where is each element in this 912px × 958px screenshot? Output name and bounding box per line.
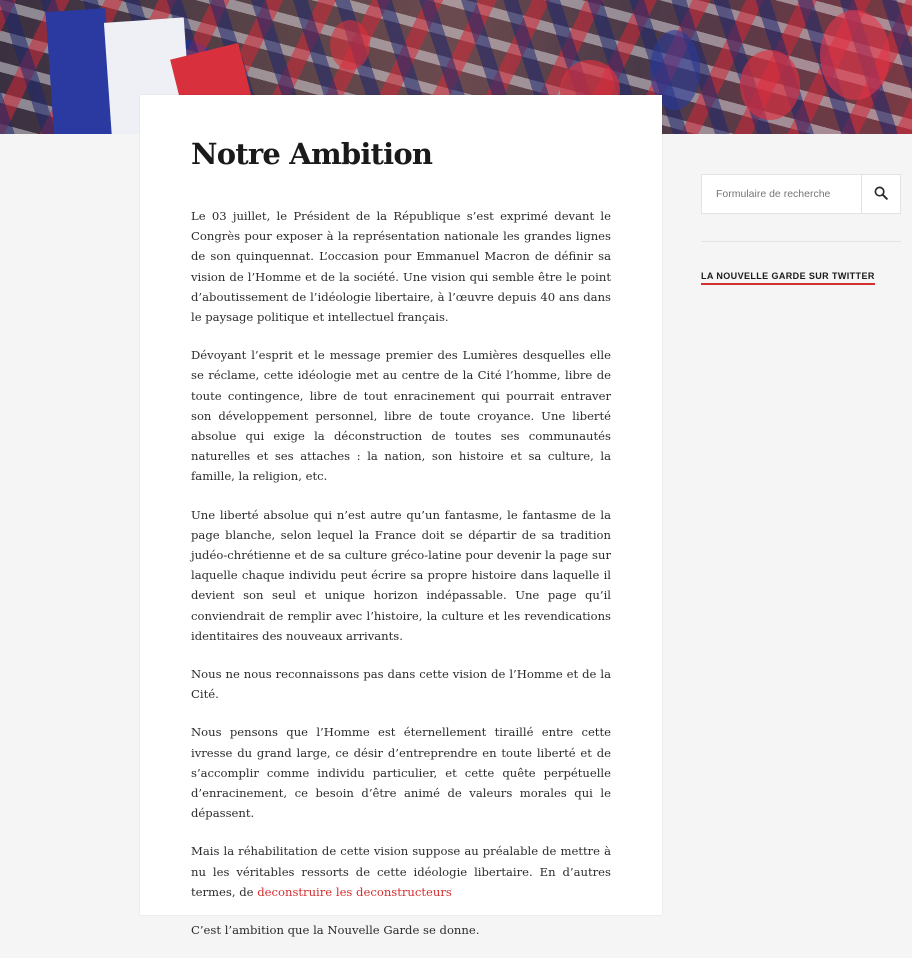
paragraph-text: Mais la réhabilitation de cette vision suppose au préalable de mettre à nu les véritables ressorts de cette idéologie libertaire. En d’autres termes, de [191, 844, 611, 899]
paragraph: Dévoyant l’esprit et le message premier des Lumières desquelles elle se réclame, cette idéologie met au centre de la Cité l’homme, libre de toute contingence, libre de tout enracinement qui pourrait entraver son développement personnel, libre de toute croyance. Une liberté absolue qui exige la déconstruction de toutes ses communautés naturelles et ses attaches : la nation, son histoire et sa culture, la famille, la religion, etc. [191, 348, 611, 484]
flag-decoration [330, 20, 370, 70]
paragraph: C’est l’ambition que la Nouvelle Garde se donne. [191, 923, 480, 938]
sidebar [701, 174, 901, 285]
paragraph: Le 03 juillet, le Président de la République s’est exprimé devant le Congrès pour exposer à la représentation nationale les grandes lignes de son quinquennat. L’occasion pour Emmanuel Macron de définir sa vision de l’Homme et de la société. Une vision qui semble être le point d’aboutissement de l’idéologie libertaire, à l’œuvre depuis 40 ans dans le paysage politique et intellectuel français. [191, 209, 611, 325]
twitter-widget-title: LA NOUVELLE GARDE SUR TWITTER [701, 271, 875, 285]
paragraph: Une liberté absolue qui n’est autre qu’un fantasme, le fantasme de la page blanche, selon lequel la France doit se départir de sa tradition judéo-chrétienne et de sa culture gréco-latine pour devenir la page sur laquelle chaque individu peut écrire sa propre histoire dans laquelle il devient son seul et unique horizon indépassable. Une page qu’il conviendrait de remplir avec l’histoire, la culture et les revendications identitaires des nouveaux arrivants. [191, 507, 611, 643]
paragraph: Nous ne nous reconnaissons pas dans cette vision de l’Homme et de la Cité. [191, 667, 611, 702]
paragraph [191, 841, 611, 902]
flag-decoration [740, 50, 800, 120]
paragraph: Nous pensons que l’Homme est éternellement tiraillé entre cette ivresse du grand large, ce désir d’entreprendre en toute liberté et de s’accomplir comme individu particulier, et cette quête perpétuelle d’enracinement, ce besoin d’être animé de valeurs morales qui le dépassent. [191, 725, 611, 821]
article-card [140, 95, 662, 938]
deconstruire-link[interactable]: deconstruire les deconstructeurs [257, 884, 452, 899]
search-input[interactable] [702, 175, 861, 213]
article-body [191, 206, 611, 958]
flag-decoration [820, 10, 890, 100]
divider [701, 241, 901, 242]
search-button[interactable] [861, 175, 900, 213]
search-icon [874, 185, 888, 204]
search-form [701, 174, 901, 214]
page-title: Notre Ambition [191, 137, 433, 171]
